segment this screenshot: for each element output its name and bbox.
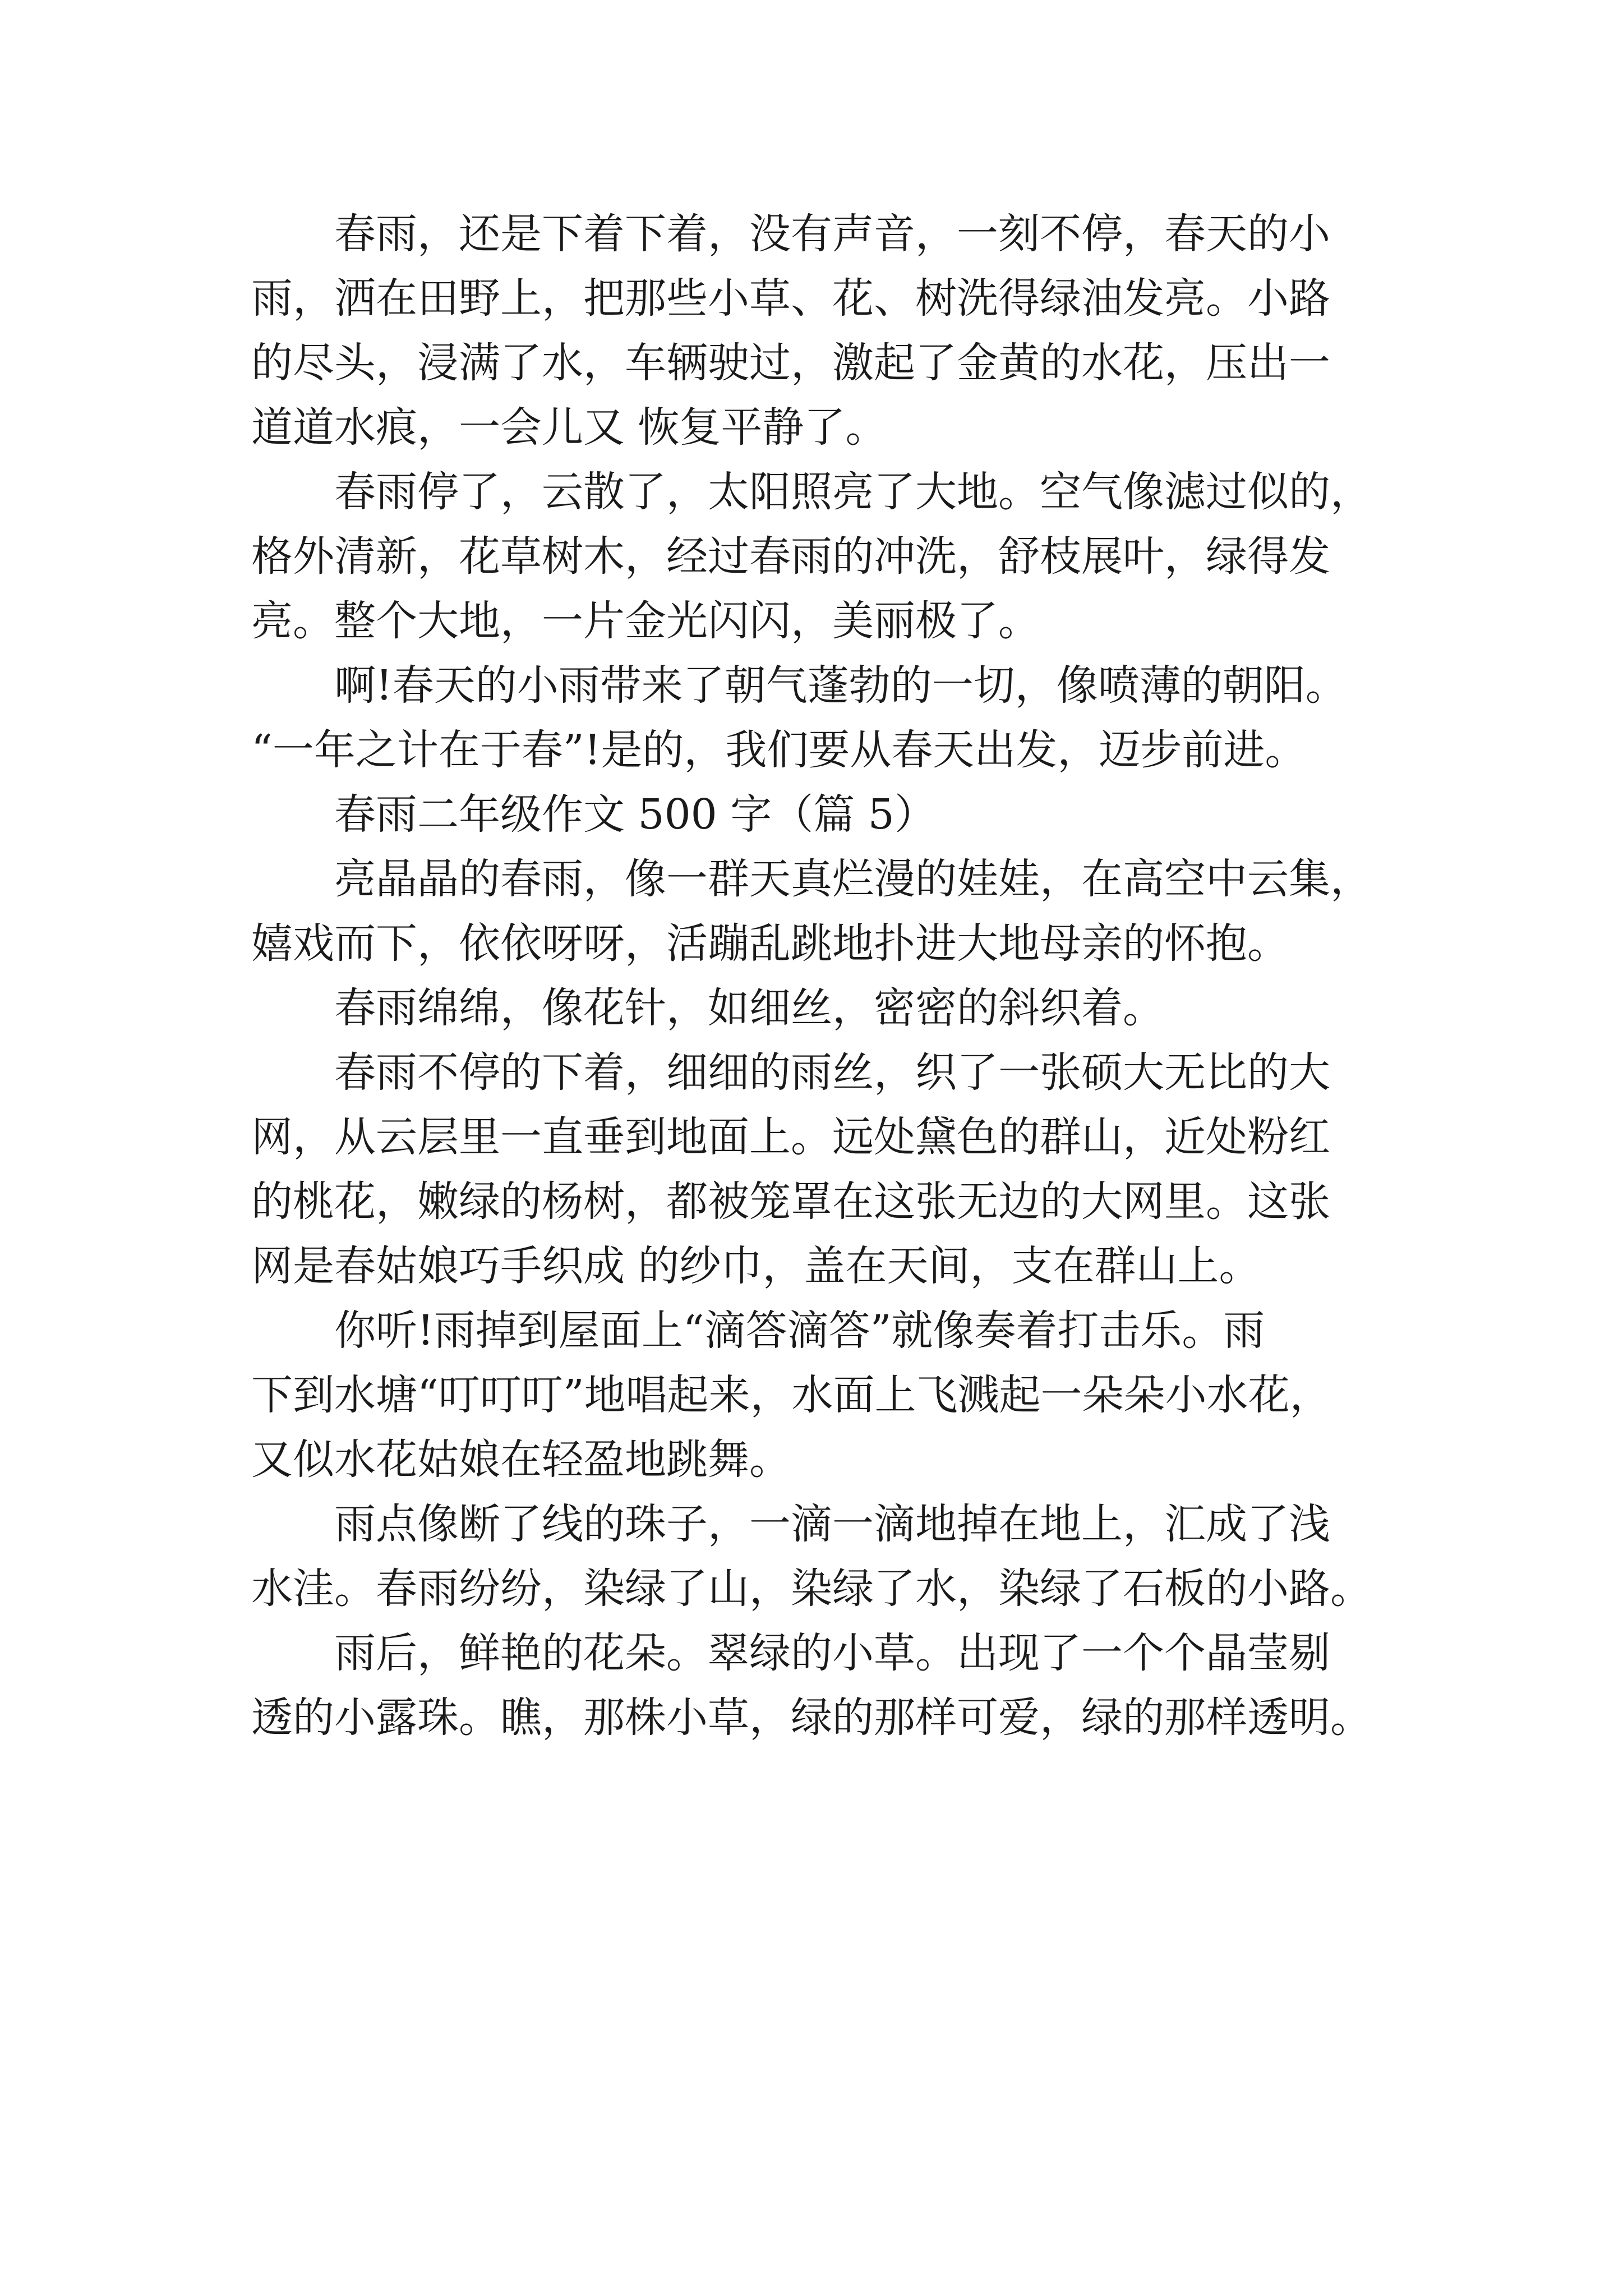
paragraph-line: 春雨停了，云散了，太阳照亮了大地。空气像滤过似的，	[251, 468, 1372, 516]
paragraph-line: 下到水塘“叮叮叮”地唱起来，水面上飞溅起一朵朵小水花，	[251, 1371, 1331, 1419]
paragraph-line: 雨后，鲜艳的花朵。翠绿的小草。出现了一个个晶莹剔	[251, 1629, 1330, 1677]
paragraph	[251, 460, 1407, 654]
document-body	[251, 202, 1407, 1750]
paragraph	[251, 202, 1407, 460]
paragraph-line: 春雨，还是下着下着，没有声音，一刻不停，春天的小	[251, 210, 1330, 258]
paragraph-line: 格外清新，花草树木，经过春雨的冲洗，舒枝展叶，绿得发	[251, 532, 1330, 581]
paragraph-line: 亮晶晶的春雨，像一群天真烂漫的娃娃，在高空中云集，	[251, 855, 1372, 903]
paragraph-line: 亮。整个大地，一片金光闪闪，美丽极了。	[251, 597, 1040, 645]
paragraph-line: 道道水痕，一会儿又 恢复平静了。	[251, 403, 887, 452]
paragraph	[251, 1299, 1407, 1492]
paragraph-line: 透的小露珠。瞧，那株小草，绿的那样可爱，绿的那样透明。	[251, 1694, 1372, 1742]
paragraph	[251, 847, 1407, 976]
paragraph	[251, 783, 1407, 847]
paragraph-line: 的桃花，嫩绿的杨树，都被笼罩在这张无边的大网里。这张	[251, 1177, 1330, 1226]
paragraph-line: 春雨二年级作文 500 字（篇 5）	[251, 790, 936, 839]
paragraph-line: “一年之计在于春”!是的，我们要从春天出发，迈步前进。	[251, 726, 1307, 774]
paragraph-line: 嬉戏而下，依依呀呀，活蹦乱跳地扑进大地母亲的怀抱。	[251, 919, 1289, 968]
paragraph	[251, 1492, 1407, 1621]
paragraph-line: 水洼。春雨纷纷，染绿了山，染绿了水，染绿了石板的小路。	[251, 1565, 1372, 1613]
paragraph-line: 你听!雨掉到屋面上“滴答滴答”就像奏着打击乐。雨	[251, 1306, 1265, 1355]
paragraph	[251, 1621, 1407, 1750]
paragraph-line: 的尽头，浸满了水，车辆驶过，激起了金黄的水花，压出一	[251, 339, 1330, 387]
paragraph-line: 网，从云层里一直垂到地面上。远处黛色的群山，近处粉红	[251, 1113, 1330, 1161]
paragraph	[251, 1041, 1407, 1299]
paragraph-line: 网是春姑娘巧手织成 的纱巾，盖在天间，支在群山上。	[251, 1242, 1261, 1290]
paragraph-line: 雨，洒在田野上，把那些小草、花、树洗得绿油发亮。小路	[251, 274, 1330, 323]
paragraph	[251, 654, 1407, 783]
paragraph-line: 又似水花姑娘在轻盈地跳舞。	[251, 1435, 791, 1484]
paragraph-line: 春雨绵绵，像花针，如细丝，密密的斜织着。	[251, 984, 1164, 1032]
paragraph-line: 雨点像断了线的珠子，一滴一滴地掉在地上，汇成了浅	[251, 1500, 1330, 1548]
paragraph-line: 啊!春天的小雨带来了朝气蓬勃的一切，像喷薄的朝阳。	[251, 661, 1347, 710]
paragraph-line: 春雨不停的下着，细细的雨丝，织了一张硕大无比的大	[251, 1048, 1330, 1097]
paragraph	[251, 976, 1407, 1041]
